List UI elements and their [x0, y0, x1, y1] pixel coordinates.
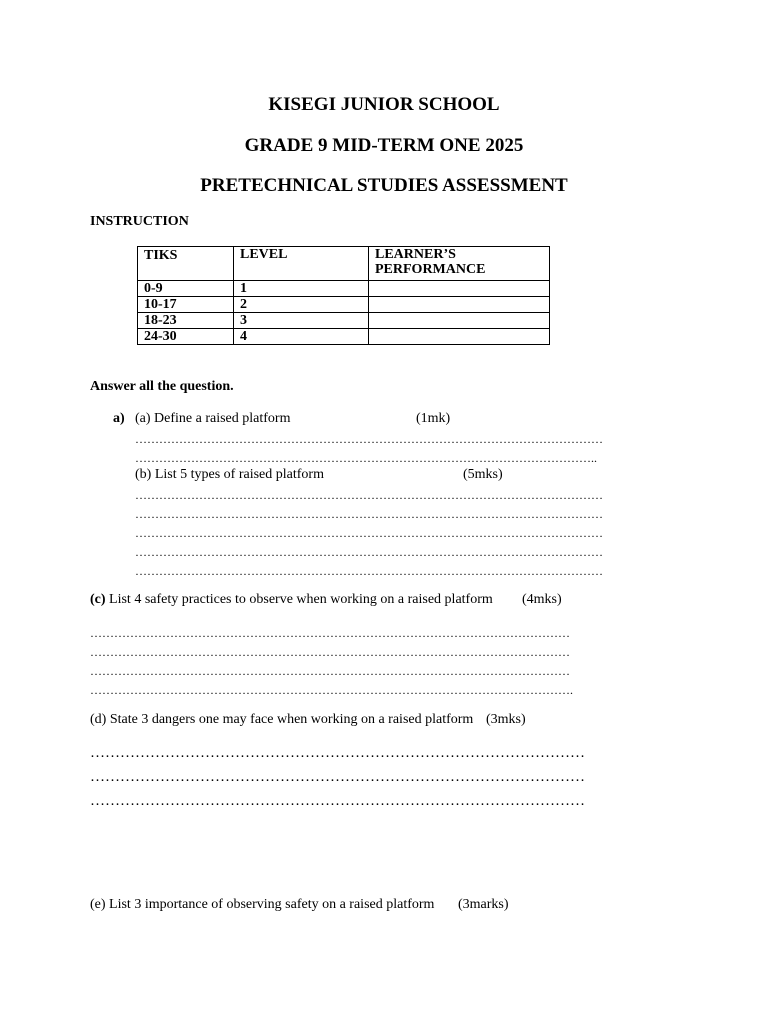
question-d-marks: (3mks): [486, 712, 526, 727]
question-c-marks: (4mks): [522, 592, 562, 607]
answer-line[interactable]: ………………………………………………………………………………………: [90, 769, 585, 785]
table-cell: 3: [234, 313, 369, 329]
answer-all-instruction: Answer all the question.: [90, 379, 234, 394]
table-header-cell: TIKS: [138, 247, 234, 281]
table-header-row: [138, 247, 550, 281]
table-cell: 4: [234, 329, 369, 345]
question-b-text: (b) List 5 types of raised platform: [135, 467, 324, 482]
answer-line[interactable]: ………………………………………………………………………………………………………….: [90, 683, 573, 697]
exam-title: GRADE 9 MID-TERM ONE 2025: [244, 135, 524, 156]
table-cell: 24-30: [138, 329, 234, 345]
question-a-marks: (1mk): [416, 411, 451, 426]
answer-line[interactable]: ………………………………………………………………………………………………………: [135, 526, 603, 540]
score-level-table: [137, 246, 550, 345]
table-header-cell: LEVEL: [234, 247, 369, 281]
table-cell: 0-9: [138, 281, 234, 297]
table-row: [138, 281, 550, 297]
table-cell: 10-17: [138, 297, 234, 313]
table-cell: [369, 329, 550, 345]
answer-line[interactable]: ………………………………………………………………………………………………………: [135, 545, 603, 559]
answer-line[interactable]: ……………………………………………………………………………………………………..: [135, 451, 597, 465]
answer-line[interactable]: …………………………………………………………………………………………………………: [90, 626, 570, 640]
table-header-cell: LEARNER’S PERFORMANCE: [369, 247, 550, 281]
table-row: [138, 329, 550, 345]
answer-line[interactable]: …………………………………………………………………………………………………………: [90, 645, 570, 659]
table-cell: [369, 297, 550, 313]
table-row: [138, 297, 550, 313]
question-e-marks: (3marks): [458, 897, 509, 912]
answer-line[interactable]: ………………………………………………………………………………………: [90, 745, 585, 761]
instruction-label: INSTRUCTION: [90, 214, 189, 229]
table-row: [138, 313, 550, 329]
answer-line[interactable]: ………………………………………………………………………………………………………: [135, 488, 603, 502]
subject-title: PRETECHNICAL STUDIES ASSESSMENT: [200, 175, 568, 196]
question-e-text: (e) List 3 importance of observing safety on a raised platform: [90, 897, 435, 912]
table-cell: [369, 281, 550, 297]
question-a-text: (a) Define a raised platform: [135, 411, 291, 426]
table-cell: [369, 313, 550, 329]
table-cell: 18-23: [138, 313, 234, 329]
answer-line[interactable]: ………………………………………………………………………………………………………: [135, 564, 603, 578]
answer-line[interactable]: ………………………………………………………………………………………: [90, 793, 585, 809]
table-cell: 2: [234, 297, 369, 313]
question-b-marks: (5mks): [463, 467, 503, 482]
school-name: KISEGI JUNIOR SCHOOL: [268, 94, 500, 115]
table-cell: 1: [234, 281, 369, 297]
question-c: [90, 592, 493, 608]
question-c-text: List 4 safety practices to observe when working on a raised platform: [109, 592, 493, 607]
question-a-label: a): [113, 411, 125, 426]
question-d-text: (d) State 3 dangers one may face when working on a raised platform: [90, 712, 474, 727]
answer-line[interactable]: ………………………………………………………………………………………………………: [135, 507, 603, 521]
answer-line[interactable]: ………………………………………………………………………………………………………: [135, 432, 603, 446]
question-c-label: (c): [90, 592, 106, 607]
answer-line[interactable]: …………………………………………………………………………………………………………: [90, 664, 570, 678]
